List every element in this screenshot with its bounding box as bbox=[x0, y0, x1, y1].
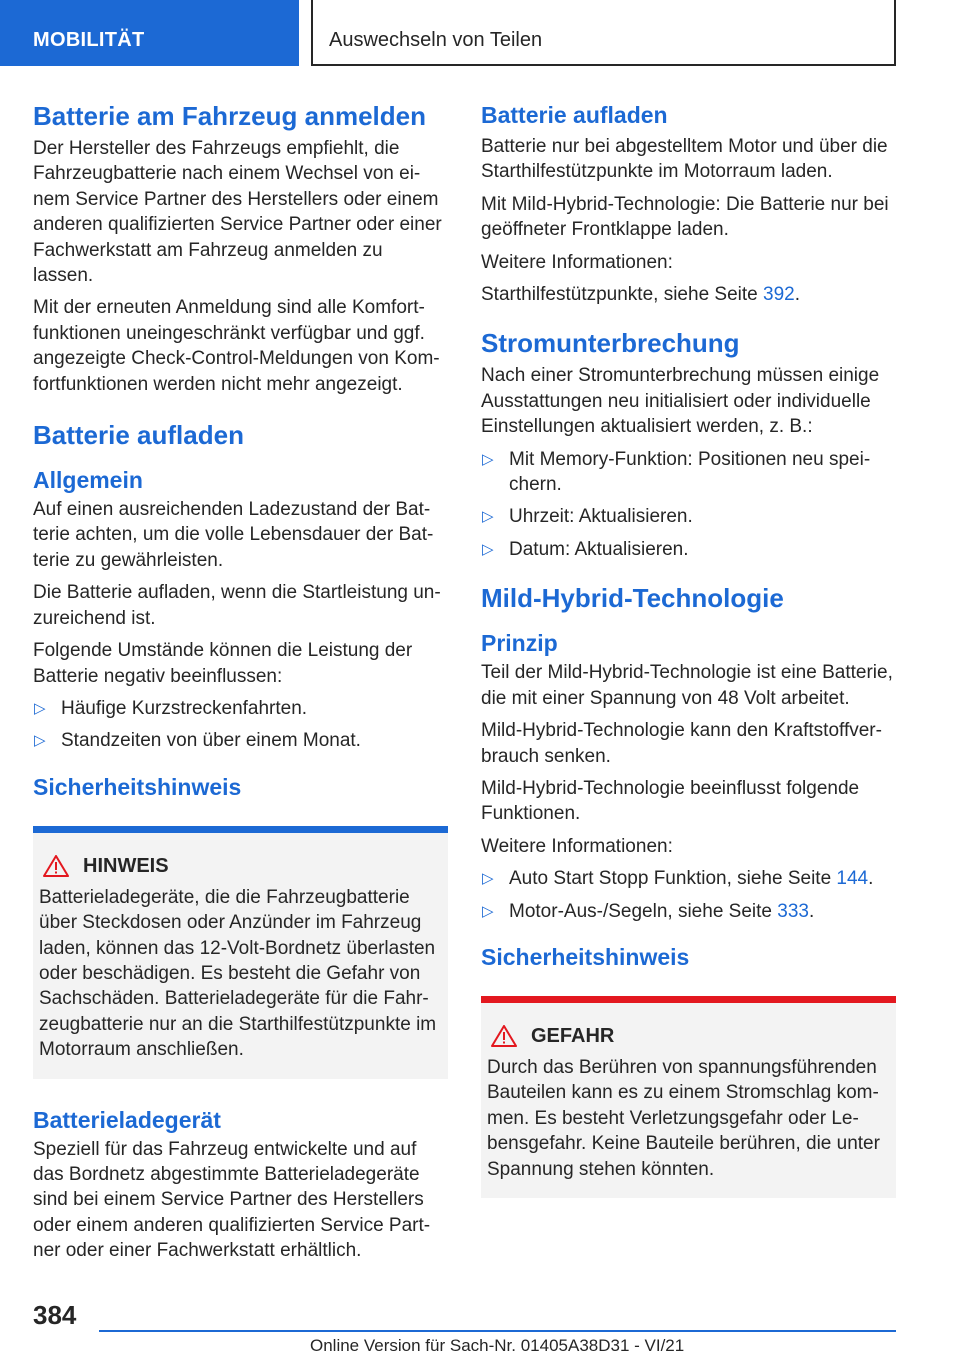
page-number: 384 bbox=[33, 1300, 77, 1330]
section-tab: MOBILITÄT bbox=[0, 0, 299, 66]
register-battery-heading: Batterie am Fahrzeug anmelden bbox=[33, 101, 426, 131]
paragraph: Mit der erneuten Anmeldung sind alle Komfortfunktionen uneingeschränkt verfügbar und ggf. angezeigte Check-Control-Meldungen von Komfortfunktionen werden nicht mehr angezeigt. bbox=[33, 297, 440, 395]
online-version-text: Online Version für Sach-Nr. 01405A38D31 - VI/21 bbox=[310, 1336, 685, 1355]
bullet-list bbox=[33, 696, 448, 754]
notice-box bbox=[33, 826, 448, 1079]
reference-list bbox=[481, 866, 896, 924]
paragraph: Speziell für das Fahrzeug entwickelte und auf das Bordnetz abgestimmte Batterieladegeräte sind bei einem Service Partner des Herstellers oder einem anderen qualifizierten Service Partner oder einer Fachwerkstatt erhältlich. bbox=[33, 1138, 431, 1262]
triangle-bullet-icon: ▷ bbox=[482, 540, 494, 558]
left-column bbox=[33, 100, 448, 1271]
triangle-bullet-icon: ▷ bbox=[482, 902, 494, 920]
paragraph: Weitere Informationen: bbox=[481, 251, 673, 273]
triangle-bullet-icon: ▷ bbox=[482, 508, 494, 526]
charge-battery-subheading: Batterie aufladen bbox=[481, 102, 668, 128]
bullet-list bbox=[481, 447, 896, 563]
chapter-title: Auswechseln von Teilen bbox=[311, 0, 896, 66]
footer-divider bbox=[99, 1330, 896, 1332]
warning-triangle-icon bbox=[491, 1025, 517, 1047]
list-item: ▷ Motor-Aus-/Segeln, siehe Seite 333. bbox=[481, 899, 896, 924]
notice-title: HINWEIS bbox=[39, 853, 440, 879]
triangle-bullet-icon: ▷ bbox=[34, 699, 46, 717]
reference-paragraph: Starthilfestützpunkte, siehe Seite 392. bbox=[481, 284, 800, 306]
paragraph: Auf einen ausreichenden Ladezustand der Batterie achten, um die volle Lebensdauer der Batterie zu gewährleisten. bbox=[33, 499, 434, 571]
right-column bbox=[481, 100, 896, 1198]
triangle-bullet-icon: ▷ bbox=[482, 450, 494, 468]
power-outage-heading: Stromunterbrechung bbox=[481, 328, 740, 359]
list-item: ▷ Mit Memory-Funktion: Positionen neu speichern. bbox=[482, 448, 871, 496]
list-item: ▷ Standzeiten von über einem Monat. bbox=[33, 728, 448, 753]
page-header bbox=[0, 0, 960, 66]
paragraph: Die Batterie aufladen, wenn die Startleistung unzureichend ist. bbox=[33, 582, 441, 629]
paragraph: Mild-Hybrid-Technologie beeinflusst folgende Funktionen. bbox=[481, 777, 860, 825]
list-item: ▷ Datum: Aktualisieren. bbox=[481, 537, 896, 562]
list-item: ▷ Häufige Kurzstreckenfahrten. bbox=[33, 696, 448, 721]
paragraph: Weitere Informationen: bbox=[481, 835, 673, 857]
triangle-bullet-icon: ▷ bbox=[34, 732, 46, 750]
general-heading: Allgemein bbox=[33, 467, 143, 494]
page-link[interactable]: 392 bbox=[763, 284, 795, 306]
notice-text: Batterieladegeräte, die die Fahrzeugbatterie über Steckdosen oder Anzünder im Fahrzeug laden, können das 12-Volt-Bordnetz überlasten oder beschädigen. Es besteht die Gefahr von Sachschäden. Batterieladegeräte für die Fahrzeugbatterie nur an die Starthilfestützpunkte im Motorraum anschließen. bbox=[39, 886, 437, 1061]
paragraph: Der Hersteller des Fahrzeugs empfiehlt, die Fahrzeugbatterie nach einem Wechsel von einem Service Partner des Herstellers oder einem anderen qualifizierten Service Partner oder einer Fachwerkstatt am Fahrzeug anmelden zu lassen. bbox=[33, 138, 442, 287]
danger-text: Durch das Berühren von spannungsführenden Bauteilen kann es zu einem Stromschlag kommen. Es besteht Verletzungsgefahr oder Lebensgefahr. Keine Bauteile berühren, die unter Spannung stehen könnten. bbox=[487, 1056, 880, 1180]
safety-heading: Sicherheitshinweis bbox=[33, 773, 242, 800]
list-item: ▷ Auto Start Stopp Funktion, siehe Seite 144. bbox=[481, 866, 896, 891]
warning-triangle-icon bbox=[43, 855, 69, 877]
page-link[interactable]: 333 bbox=[777, 900, 809, 922]
paragraph: Mit Mild-Hybrid-Technologie: Die Batterie nur bei geöffneter Frontklappe laden. bbox=[481, 193, 889, 241]
principle-heading: Prinzip bbox=[481, 630, 558, 657]
paragraph: Nach einer Stromunterbrechung müssen einige Ausstattungen neu initialisiert oder individuelle Einstellungen aktualisiert werden, z. B.: bbox=[481, 365, 880, 438]
list-item: ▷ Uhrzeit: Aktualisieren. bbox=[481, 504, 896, 529]
danger-title: GEFAHR bbox=[487, 1023, 888, 1049]
page-link[interactable]: 144 bbox=[836, 868, 869, 890]
paragraph: Teil der Mild-Hybrid-Technologie ist eine Batterie, die mit einer Spannung von 48 Volt arbeitet. bbox=[481, 662, 893, 709]
paragraph: Batterie nur bei abgestelltem Motor und über die Starthilfestützpunkte im Motorraum laden. bbox=[481, 136, 888, 183]
danger-box bbox=[481, 996, 896, 1198]
paragraph: Mild-Hybrid-Technologie kann den Kraftstoffverbrauch senken. bbox=[481, 720, 882, 767]
charger-heading: Batterieladegerät bbox=[33, 1106, 221, 1133]
mild-hybrid-heading: Mild-Hybrid-Technologie bbox=[481, 583, 784, 614]
paragraph: Folgende Umstände können die Leistung der Batterie negativ beeinflussen: bbox=[33, 640, 413, 687]
charge-battery-heading: Batterie aufladen bbox=[33, 420, 244, 451]
safety-heading: Sicherheitshinweis bbox=[481, 943, 690, 970]
triangle-bullet-icon: ▷ bbox=[482, 870, 494, 888]
